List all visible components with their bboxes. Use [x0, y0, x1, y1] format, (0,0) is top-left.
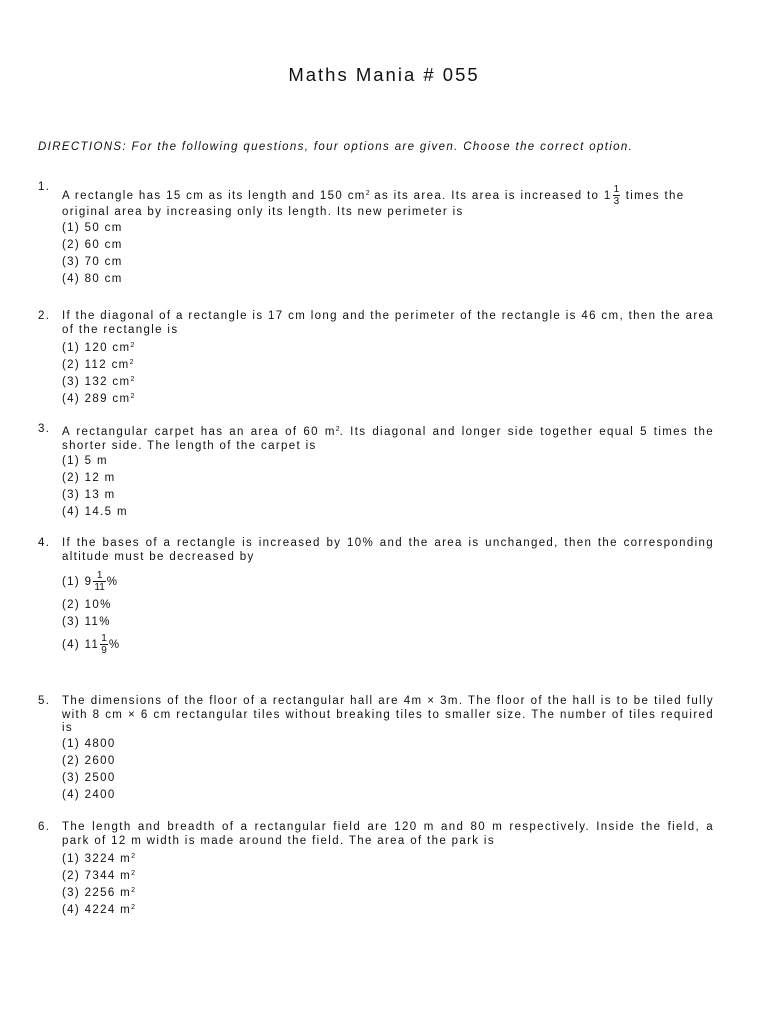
- question-1: [38, 181, 714, 288]
- option-4: (4) 11 $\frac{1}{9}$ %: [62, 633, 121, 657]
- option-3: (3) 2500: [62, 771, 116, 784]
- option-1: (1) 120 $cm^2$: [62, 342, 135, 354]
- directions-text: DIRECTIONS: For the following questions, four options are given. Choose the correct option.: [38, 141, 634, 153]
- question-stem: If the diagonal of a rectangle is 17 cm long and the perimeter of the rectangle is 46 cm, then the area of the rectangle is: [62, 310, 714, 336]
- option-2: (2) 112 $cm^2$: [62, 359, 134, 371]
- question-number: 6.: [38, 821, 51, 833]
- options-list: [62, 848, 714, 916]
- option-4: (4) 80 cm: [62, 272, 123, 285]
- option-2: (2) 10%: [62, 599, 112, 611]
- option-1: (1) 5 m: [62, 455, 108, 467]
- option-3: (3) 11%: [62, 616, 111, 628]
- fraction: $\frac{1}{3}$: [613, 184, 620, 208]
- option-2: (2) 7344 $m^2$: [62, 870, 136, 882]
- question-number: 4.: [38, 537, 51, 549]
- options-list: [62, 337, 714, 405]
- question-number: 5.: [38, 695, 51, 707]
- option-3: (3) 132 $cm^2$: [62, 376, 135, 388]
- question-2: [38, 310, 714, 405]
- option-1: (1) 50 cm: [62, 221, 123, 234]
- question-5: [38, 695, 714, 804]
- option-3: (3) 13 m: [62, 489, 116, 501]
- question-4: [38, 537, 714, 660]
- options-list: [62, 736, 714, 804]
- option-1: (1) 4800: [62, 737, 116, 750]
- option-1: (1) 3224 $m^2$: [62, 853, 136, 865]
- question-number: 1.: [38, 181, 51, 193]
- option-3: (3) 70 cm: [62, 255, 123, 268]
- option-2: (2) 12 m: [62, 472, 116, 484]
- page-title: Maths Mania # 055: [288, 64, 480, 85]
- fraction: $\frac{1}{9}$: [101, 633, 107, 657]
- option-4: (4) 2400: [62, 788, 116, 801]
- options-list: [62, 220, 714, 288]
- options-list: [62, 453, 714, 521]
- option-4: (4) 4224 $m^2$: [62, 904, 136, 916]
- option-2: (2) 60 cm: [62, 238, 123, 251]
- question-stem: A rectangle has 15 cm as its length and 150 $cm^2$ as its area. Its area is increased to 1 $\frac{1}{3}$ times the: [62, 184, 685, 208]
- option-4: (4) 289 $cm^2$: [62, 393, 135, 405]
- question-stem: The length and breadth of a rectangular field are 120 m and 80 m respectively. Inside the field, a park of 12 m width is made around the field. The area of the park is: [62, 821, 714, 847]
- question-stem-line2: original area by increasing only its length. Its new perimeter is: [62, 206, 464, 218]
- option-1: (1) 9 $\frac{1}{11}$ %: [62, 570, 119, 594]
- options-list: [62, 568, 714, 660]
- question-number: 2.: [38, 310, 51, 322]
- option-3: (3) 2256 $m^2$: [62, 887, 136, 899]
- question-number: 3.: [38, 423, 51, 435]
- question-3: [38, 423, 714, 521]
- fraction: $\frac{1}{11}$: [94, 570, 105, 594]
- question-stem: If the bases of a rectangle is increased by 10% and the area is unchanged, then the corresponding altitude must be decreased by: [62, 537, 714, 563]
- option-2: (2) 2600: [62, 754, 116, 767]
- question-stem: The dimensions of the floor of a rectangular hall are 4m × 3m. The floor of the hall is to be tiled fully with 8 cm × 6 cm rectangular tiles without breaking tiles to smaller size. The number of tiles required is: [62, 695, 714, 734]
- question-stem: A rectangular carpet has an area of 60 $m^2$. Its diagonal and longer side together equal 5 times the shorter side. The length of the carpet is: [62, 426, 714, 452]
- question-6: [38, 821, 714, 916]
- option-4: (4) 14.5 m: [62, 506, 128, 518]
